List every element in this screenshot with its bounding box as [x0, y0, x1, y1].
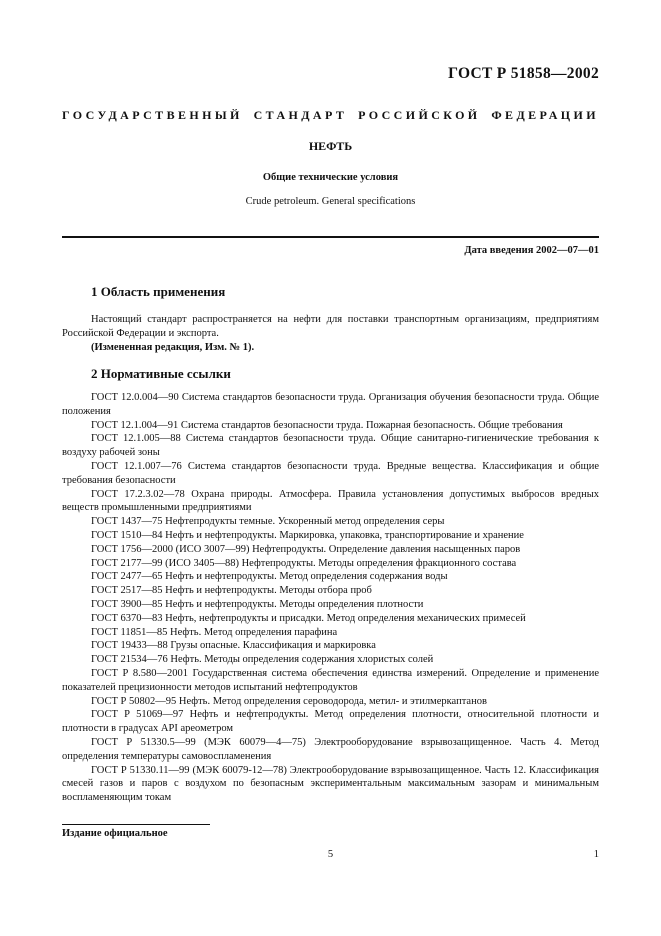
- reference-item: ГОСТ 12.0.004—90 Система стандартов безопасности труда. Организация обучения безопасности труда. Общие положения: [62, 392, 599, 417]
- sheet-number: 1: [593, 849, 599, 860]
- section-1-heading: 1 Область применения: [91, 284, 226, 299]
- reference-item: ГОСТ 11851—85 Нефть. Метод определения парафина: [91, 626, 338, 638]
- state-standard-word: РОССИЙСКОЙ: [358, 108, 481, 122]
- state-standard-heading: [62, 108, 599, 123]
- state-standard-word: ГОСУДАРСТВЕННЫЙ: [62, 108, 243, 122]
- section-1-paragraph: Настоящий стандарт распространяется на нефти для поставки транспортным организациям, предприятиям Российской Федерации и экспорта.: [62, 314, 599, 339]
- reference-item: ГОСТ Р 50802—95 Нефть. Метод определения сероводорода, метил- и этилмеркаптанов: [91, 695, 487, 707]
- reference-item: ГОСТ 6370—83 Нефть, нефтепродукты и присадки. Метод определения механических примесей: [91, 612, 526, 624]
- reference-item: ГОСТ 17.2.3.02—78 Охрана природы. Атмосфера. Правила установления допустимых выбросов вредных веществ промышленными предприятиями: [62, 488, 599, 514]
- reference-item: ГОСТ 1437—75 Нефтепродукты темные. Ускоренный метод определения серы: [91, 516, 445, 528]
- reference-item: ГОСТ 2477—65 Нефть и нефтепродукты. Метод определения содержания воды: [91, 571, 448, 583]
- references-list: [62, 391, 599, 805]
- reference-item: ГОСТ 19433—88 Грузы опасные. Классификация и маркировка: [91, 640, 376, 652]
- reference-item: ГОСТ 1756—2000 (ИСО 3007—99) Нефтепродукты. Определение давления насыщенных паров: [91, 543, 521, 555]
- reference-item: ГОСТ 2177—99 (ИСО 3405—88) Нефтепродукты. Методы определения фракционного состава: [91, 557, 517, 569]
- reference-item: ГОСТ Р 8.580—2001 Государственная система обеспечения единства измерений. Определение и применение показателей прецизионности методов испытаний нефтепродуктов: [62, 667, 599, 693]
- document-title: НЕФТЬ: [308, 139, 353, 153]
- section-2-heading: 2 Нормативные ссылки: [91, 366, 231, 381]
- reference-item: ГОСТ 21534—76 Нефть. Методы определения содержания хлористых солей: [91, 654, 434, 666]
- state-standard-word: ФЕДЕРАЦИИ: [491, 108, 599, 122]
- footer-divider: [62, 824, 210, 825]
- document-number: ГОСТ Р 51858—2002: [448, 65, 599, 82]
- document-subtitle: Общие технические условия: [262, 172, 399, 183]
- reference-item: ГОСТ 12.1.004—91 Система стандартов безопасности труда. Пожарная безопасность. Общие требования: [91, 419, 563, 431]
- section-1-body: [62, 313, 599, 354]
- english-title: Crude petroleum. General specifications: [245, 196, 416, 207]
- reference-item: ГОСТ Р 51330.5—99 (МЭК 60079—4—75) Электрооборудование взрывозащищенное. Часть 4. Метод определения температуры самовоспламенения: [62, 736, 599, 762]
- header-divider: [62, 236, 599, 238]
- reference-item: ГОСТ Р 51330.11—99 (МЭК 60079-12—78) Электрооборудование взрывозащищенное. Часть 12. Классификация смесей газов и паров с воздухом по безопасным экспериментальным максимальным зазорам и минимальным воспламеняющим токам: [62, 764, 599, 804]
- introduction-date: Дата введения 2002—07—01: [464, 245, 599, 256]
- reference-item: ГОСТ 2517—85 Нефть и нефтепродукты. Методы отбора проб: [91, 585, 372, 597]
- section-1-amendment: (Измененная редакция, Изм. № 1).: [91, 341, 255, 353]
- edition-label: Издание официальное: [62, 828, 168, 839]
- state-standard-word: СТАНДАРТ: [253, 108, 348, 122]
- reference-item: ГОСТ 1510—84 Нефть и нефтепродукты. Маркировка, упаковка, транспортирование и хранение: [91, 529, 524, 541]
- reference-item: ГОСТ 12.1.007—76 Система стандартов безопасности труда. Вредные вещества. Классификация и общие требования безопасности: [62, 460, 599, 486]
- reference-item: ГОСТ 12.1.005—88 Система стандартов безопасности труда. Общие санитарно-гигиенические требования к воздуху рабочей зоны: [62, 433, 599, 459]
- page-number: 5: [327, 849, 334, 860]
- reference-item: ГОСТ Р 51069—97 Нефть и нефтепродукты. Метод определения плотности, относительной плотности и плотности в градусах API ареометром: [62, 709, 599, 735]
- reference-item: ГОСТ 3900—85 Нефть и нефтепродукты. Методы определения плотности: [91, 598, 424, 610]
